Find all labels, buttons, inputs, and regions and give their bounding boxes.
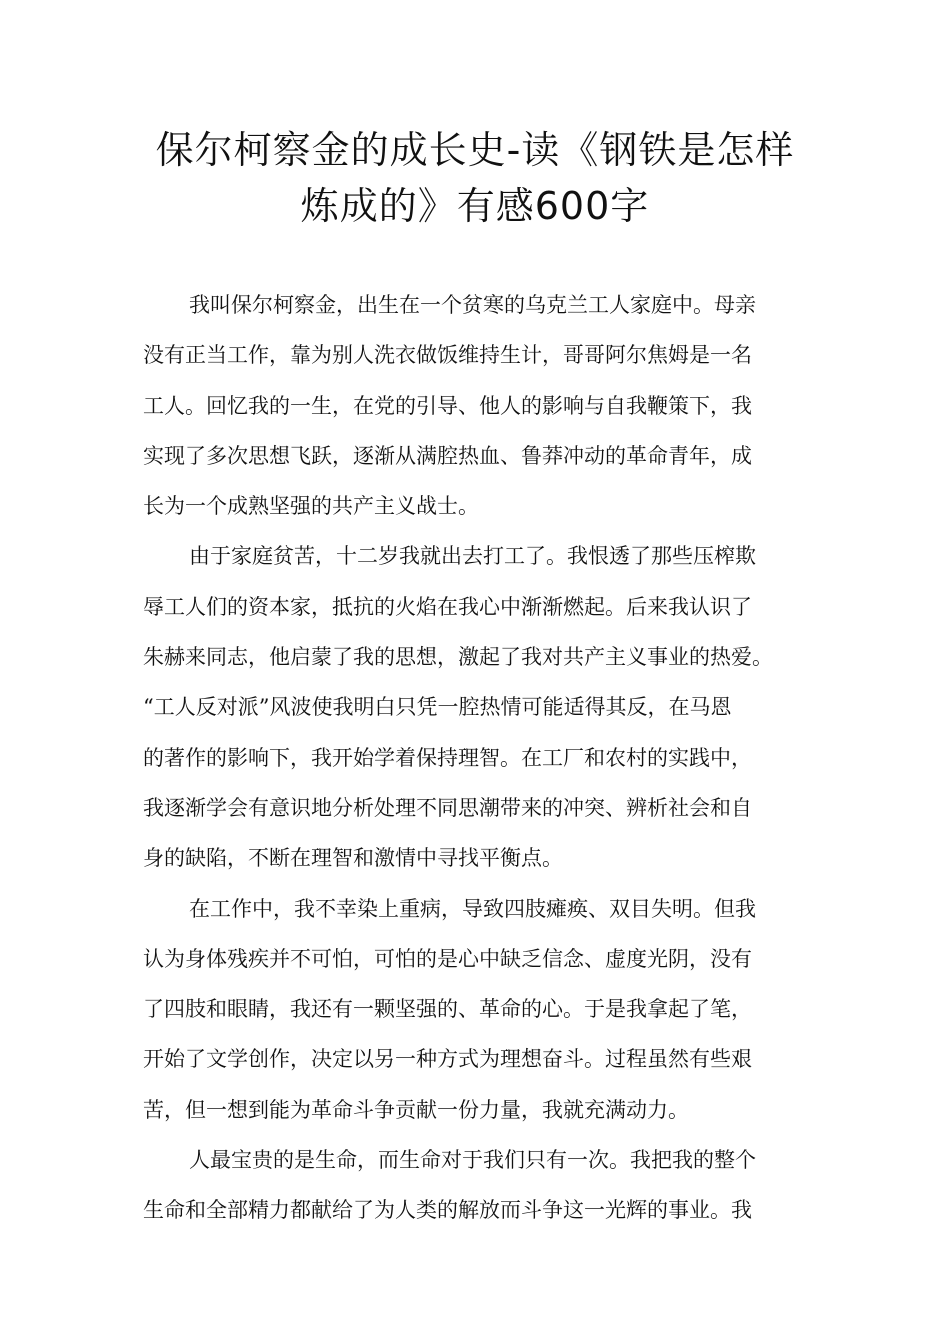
text-line: 实现了多次思想飞跃，逐渐从满腔热血、鲁莽冲动的革命青年，成	[143, 443, 752, 468]
text-line: 在工作中，我不幸染上重病，导致四肢瘫痪、双目失明。但我	[189, 896, 756, 921]
text-line: 开始了文学创作，决定以另一种方式为理想奋斗。过程虽然有些艰	[143, 1047, 752, 1072]
text-line: 工人。回忆我的一生，在党的引导、他人的影响与自我鞭策下，我	[143, 393, 752, 418]
paragraph-1	[143, 280, 813, 531]
paragraph-4	[143, 1135, 813, 1236]
paragraph-3	[143, 884, 813, 1135]
text-line: 辱工人们的资本家，抵抗的火焰在我心中渐渐燃起。后来我认识了	[143, 594, 752, 619]
text-line: 认为身体残疾并不可怕，可怕的是心中缺乏信念、虚度光阴，没有	[143, 946, 752, 971]
document-body	[143, 280, 813, 1236]
text-line: 生命和全部精力都献给了为人类的解放而斗争这一光辉的事业。我	[143, 1198, 752, 1223]
text-line: 我逐渐学会有意识地分析处理不同思潮带来的冲突、辨析社会和自	[143, 795, 752, 820]
text-line: “工人反对派”风波使我明白只凭一腔热情可能适得其反，在马恩	[143, 695, 732, 720]
title-line-2: 炼成的》有感600字	[300, 184, 650, 228]
text-line: 苦，但一想到能为革命斗争贡献一份力量，我就充满动力。	[143, 1097, 689, 1122]
text-line: 身的缺陷，不断在理智和激情中寻找平衡点。	[143, 846, 563, 871]
text-line: 由于家庭贫苦，十二岁我就出去打工了。我恨透了那些压榨欺	[189, 544, 756, 569]
text-line: 朱赫来同志，他启蒙了我的思想，激起了我对共产主义事业的热爱。	[143, 645, 773, 670]
title-line-1: 保尔柯察金的成长史-读《钢铁是怎样	[155, 128, 795, 172]
text-line: 的著作的影响下，我开始学着保持理智。在工厂和农村的实践中，	[143, 745, 752, 770]
text-line: 人最宝贵的是生命，而生命对于我们只有一次。我把我的整个	[189, 1148, 756, 1173]
text-line: 长为一个成熟坚强的共产主义战士。	[143, 494, 479, 519]
text-line: 我叫保尔柯察金，出生在一个贫寒的乌克兰工人家庭中。母亲	[189, 293, 756, 317]
paragraph-2	[143, 531, 813, 883]
text-line: 了四肢和眼睛，我还有一颗坚强的、革命的心。于是我拿起了笔，	[143, 997, 752, 1022]
text-line: 没有正当工作，靠为别人洗衣做饭维持生计，哥哥阿尔焦姆是一名	[143, 343, 752, 368]
document-title	[100, 122, 850, 234]
